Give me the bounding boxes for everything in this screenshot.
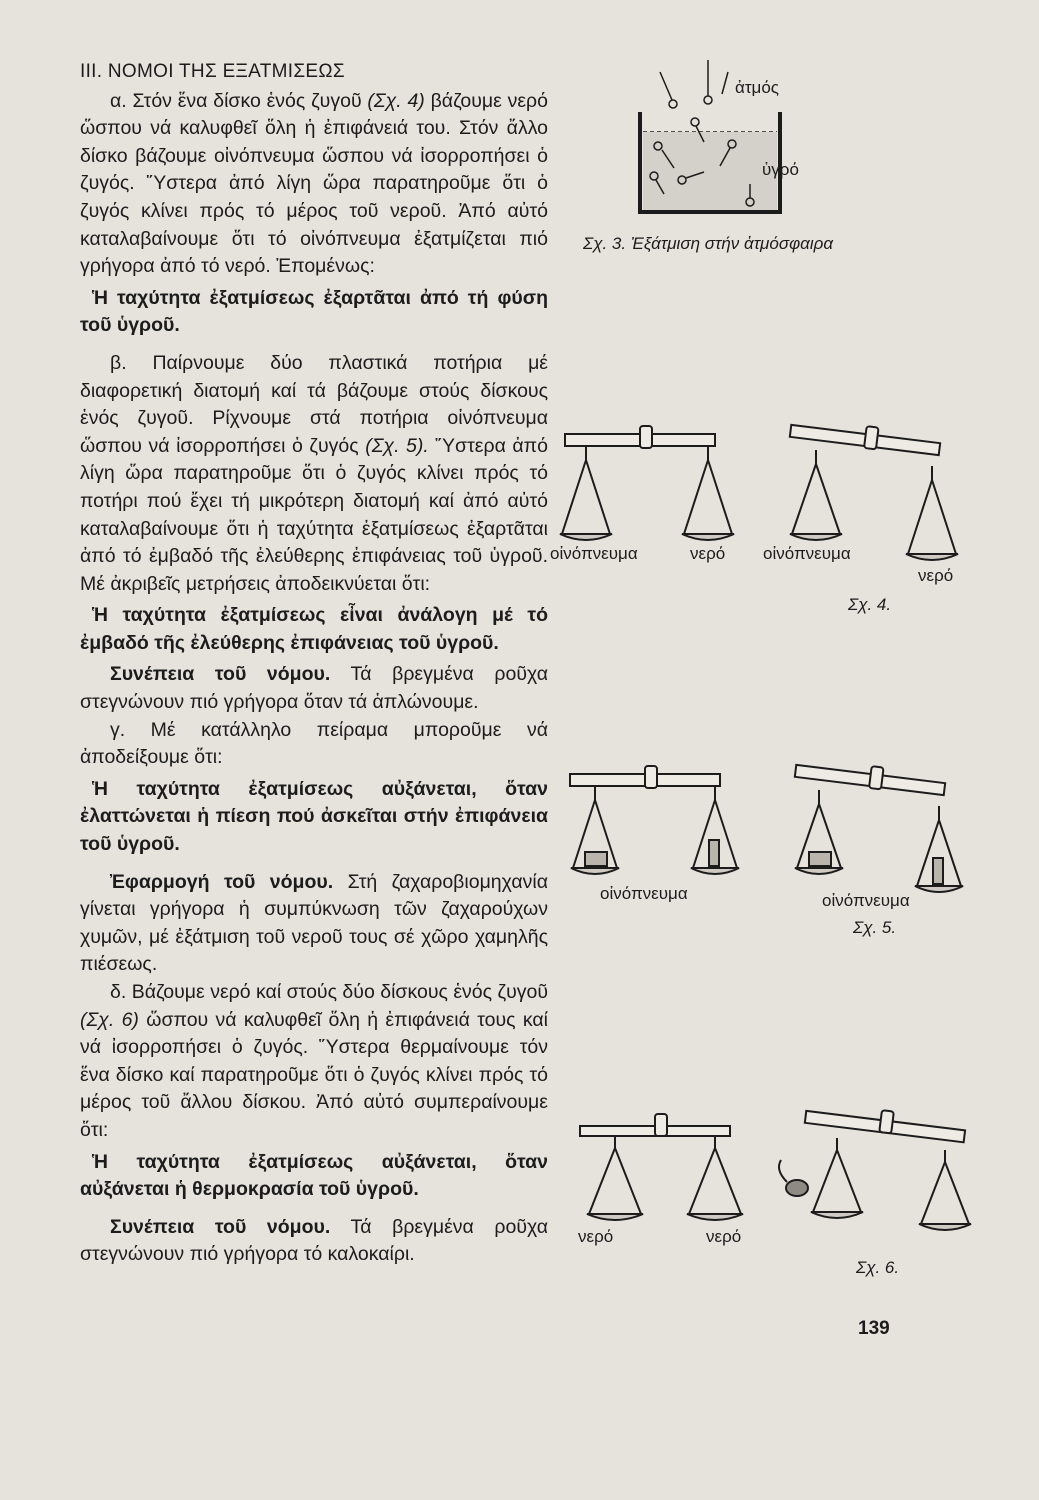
section-heading: III. ΝΟΜΟΙ ΤΗΣ ΕΞΑΤΜΙΣΕΩΣ — [80, 61, 345, 82]
evaporation-vessel-illustration — [600, 52, 840, 227]
paragraph-a: α. Στόν ἕνα δίσκο ἑνός ζυγοῦ (Σχ. 4) βάζουμε νερό ὥσπου νά καλυφθεῖ ὅλη ἡ ἐπιφάνειά του. Στόν ἄλλο δίσκο βάζουμε οἰνόπνευμα ὥσπου νά ἰσορροπήσει ὁ ζυγός. Ὕστερα ἀπό λίγη ὥρα παρατηροῦμε ὅτι ὁ ζυγός κλίνει πρός τό μέρος τοῦ νεροῦ. Ἀπό αὐτό καταλαβαίνουμε ὅτι τό οἰνόπνευμα ἐξατμίζεται πιό γρήγορα ἀπό τό νερό. Ἐπομένως: — [80, 89, 548, 278]
figure-3-evaporation-vessel — [600, 52, 840, 232]
law-c: Ἡ ταχύτητα ἐξατμίσεως αὐξάνεται, ὅταν ἐλαττώνεται ἡ πίεση πού ἀσκεῖται στήν ἐπιφάνεια τοῦ ὑγροῦ. — [80, 777, 548, 856]
text-column — [80, 58, 548, 1269]
balance-scales-with-cups-illustration — [565, 760, 985, 890]
application-c: Ἐφαρμογή τοῦ νόμου. Στή ζαχαροβιομηχανία γίνεται γρήγορα ἡ συμπύκνωση τῶν ζαχαρούχων χυμῶν, μέ ἐξάτμιση τοῦ νεροῦ τους σέ χῶρο χαμηλῆς πιέσεως. — [80, 870, 548, 976]
label-liquid: ὑγρό — [762, 160, 799, 179]
figure-reference: (Σχ. 4) — [367, 89, 425, 112]
label-water: νερό — [706, 1227, 742, 1246]
figure-5-caption: Σχ. 5. — [853, 918, 897, 937]
paragraph-d: δ. Βάζουμε νερό καί στούς δύο δίσκους ἑνός ζυγοῦ (Σχ. 6) ὥσπου νά καλυφθεῖ ὅλη ἡ ἐπιφάνειά τους καί νά ἰσορροπήσει ὁ ζυγός. Ὕστερα θερμαίνουμε τόν ἕνα δίσκο καί παρατηροῦμε ὅτι ὁ ζυγός κλίνει πρός τό μέρος τοῦ ἄλλου δίσκου. Ἀπό αὐτό συμπεραίνουμε ὅτι: — [80, 981, 548, 1141]
label-water: νερό — [918, 566, 954, 585]
balance-scales-heating-illustration — [575, 1100, 995, 1230]
law-d: Ἡ ταχύτητα ἐξατμίσεως αὐξάνεται, ὅταν αὐξάνεται ἡ θερμοκρασία τοῦ ὑγροῦ. — [80, 1150, 548, 1201]
label-alcohol: οἰνόπνευμα — [822, 891, 910, 910]
figure-6-caption: Σχ. 6. — [856, 1258, 900, 1277]
figure-reference: (Σχ. 5). — [365, 434, 429, 457]
label-alcohol: οἰνόπνευμα — [550, 544, 638, 563]
figure-6-balances-heated — [575, 1100, 995, 1235]
label-water: νερό — [690, 544, 726, 563]
figure-reference: (Σχ. 6) — [80, 1008, 139, 1031]
balance-scales-illustration — [560, 420, 980, 560]
consequence-b: Συνέπεια τοῦ νόμου. Τά βρεγμένα ροῦχα στεγνώνουν πιό γρήγορα ὅταν τά ἁπλώνουμε. — [80, 663, 548, 714]
page-number: 139 — [858, 1318, 890, 1339]
label-alcohol: οἰνόπνευμα — [763, 544, 851, 563]
figure-4-caption: Σχ. 4. — [848, 595, 892, 614]
law-b: Ἡ ταχύτητα ἐξατμίσεως εἶναι ἀνάλογη μέ τό ἐμβαδό τῆς ἐλεύθερης ἐπιφάνειας τοῦ ὑγροῦ. — [80, 604, 548, 654]
law-a: Ἡ ταχύτητα ἐξατμίσεως ἐξαρτᾶται ἀπό τή φύση τοῦ ὑγροῦ. — [80, 286, 548, 337]
consequence-d: Συνέπεια τοῦ νόμου. Τά βρεγμένα ροῦχα στεγνώνουν πιό γρήγορα τό καλοκαίρι. — [80, 1215, 548, 1266]
figure-5-balances-with-cups — [565, 760, 985, 895]
label-vapor: ἀτμός — [735, 78, 779, 97]
paragraph-b: β. Παίρνουμε δύο πλαστικά ποτήρια μέ διαφορετική διατομή καί τά βάζουμε στούς δίσκους ἑνός ζυγοῦ. Ρίχνουμε στά ποτήρια οἰνόπνευμα ὥσπου νά ἰσορροπήσει ὁ ζυγός (Σχ. 5). Ὕστερα ἀπό λίγη ὥρα παρατηροῦμε ὅτι ὁ ζυγός κλίνει πρός τό ποτήρι πού ἔχει τή μικρότερη διατομή καί ἀπό αὐτό καταλαβαίνουμε ὅτι ἡ ταχύτητα ἐξατμίσεως ἐξαρτᾶται ἀπό τό ἐμβαδό τῆς ἐλεύθερης ἐπιφάνειας τοῦ ὑγροῦ. Μέ ἀκριβεῖς μετρήσεις ἀποδεικνύεται ὅτι: — [80, 351, 548, 595]
figure-3-caption: Σχ. 3. Ἐξάτμιση στήν ἀτμόσφαιρα — [583, 234, 834, 253]
paragraph-c: γ. Μέ κατάλληλο πείραμα μποροῦμε νά ἀποδείξουμε ὅτι: — [80, 718, 548, 769]
label-water: νερό — [578, 1227, 614, 1246]
label-alcohol: οἰνόπνευμα — [600, 884, 688, 903]
